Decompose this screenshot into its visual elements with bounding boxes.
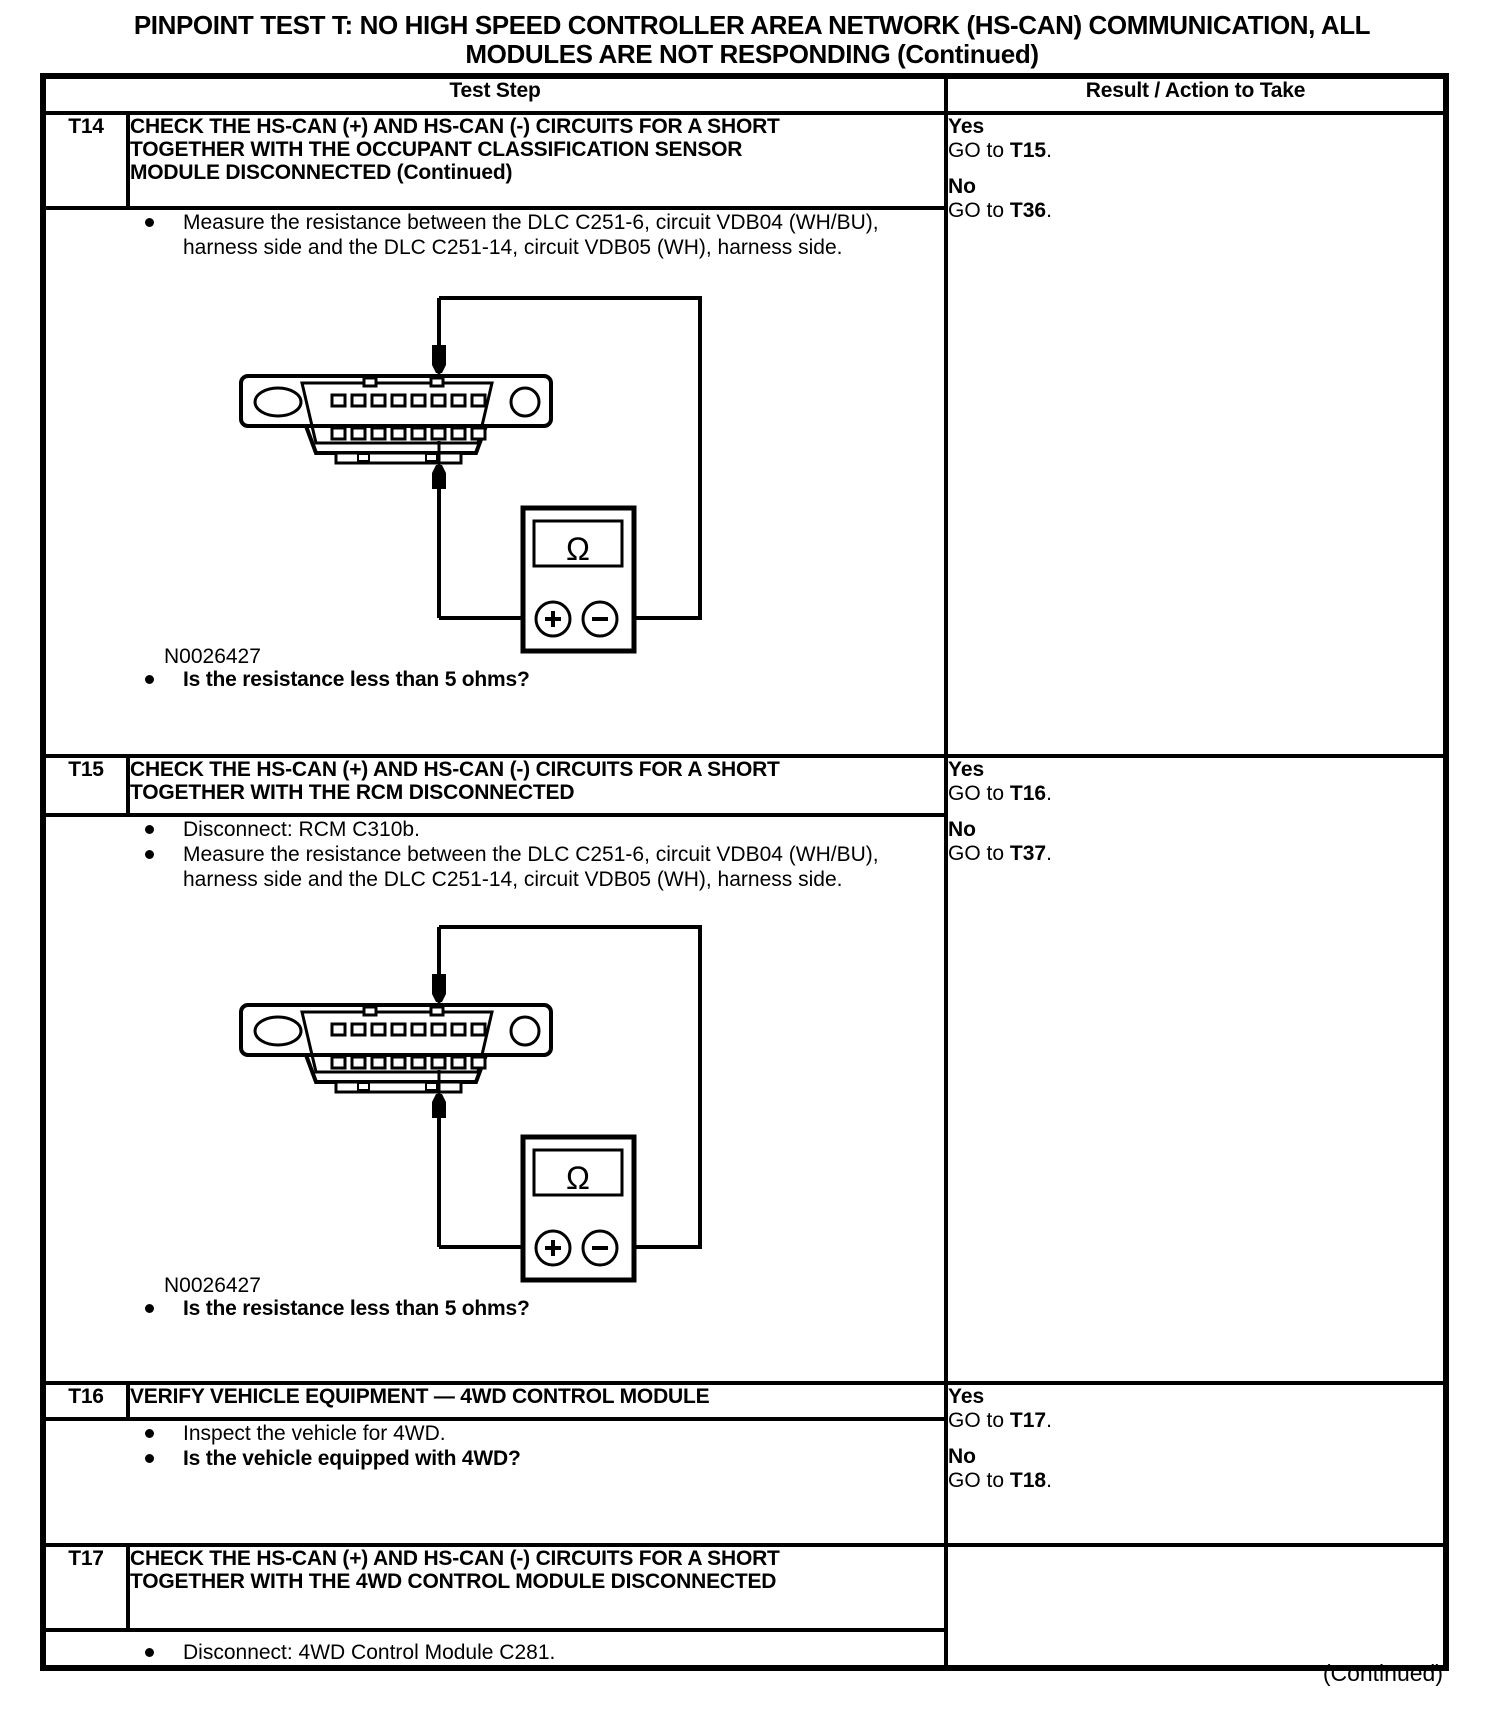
table-header-row [43, 76, 1446, 113]
result-label: No [948, 175, 977, 198]
test-title: VERIFY VEHICLE EQUIPMENT — 4WD CONTROL MODULE [128, 1383, 946, 1419]
test-question [46, 1446, 944, 1471]
test-row-t14-title [43, 113, 1446, 208]
go-to-target: T36 [1009, 199, 1047, 222]
connector-tab [358, 454, 369, 461]
test-steps [46, 1421, 944, 1446]
step-item: Measure the resistance between the DLC C251-6, circuit VDB04 (WH/BU), harness side and the DLC C251-14, circuit VDB05 (WH), harness side. [46, 842, 883, 892]
result-cell-t15 [946, 756, 1446, 1383]
step-item: Measure the resistance between the DLC C251-6, circuit VDB04 (WH/BU), harness side and the DLC C251-14, circuit VDB05 (WH), harness side. [46, 210, 883, 260]
connector-bottom-strip [336, 453, 461, 463]
page-title [0, 0, 1504, 69]
test-steps [46, 1640, 944, 1665]
header-cell-test-step: Test Step [43, 76, 946, 113]
test-title: CHECK THE HS-CAN (+) AND HS-CAN (-) CIRCUITS FOR A SHORT TOGETHER WITH THE 4WD CONTROL MODULE DISCONNECTED [128, 1545, 946, 1630]
test-id-label: T17 [43, 1545, 128, 1630]
test-probe-icon [432, 345, 446, 373]
ohmmeter-icon [523, 508, 634, 651]
go-to-target: T16 [1009, 782, 1047, 805]
test-row-t16-title [43, 1383, 1446, 1419]
result-action: GO to T17. [948, 1409, 1052, 1432]
page-title-line1: PINPOINT TEST T: NO HIGH SPEED CONTROLLER AREA NETWORK (HS-CAN) COMMUNICATION, ALL [133, 10, 1371, 40]
test-probe-icon [432, 1094, 446, 1118]
test-steps [46, 817, 944, 892]
test-body-t16 [43, 1419, 946, 1545]
result-cell-t14 [946, 113, 1446, 756]
result-label: No [948, 1445, 977, 1468]
step-item: Disconnect: 4WD Control Module C281. [46, 1640, 883, 1665]
figure-caption: N0026427 [164, 1274, 261, 1296]
result-group-yes [948, 758, 1443, 806]
test-title: CHECK THE HS-CAN (+) AND HS-CAN (-) CIRCUITS FOR A SHORT TOGETHER WITH THE RCM DISCONNECTED [128, 756, 946, 815]
go-to-target: T17 [1009, 1409, 1047, 1432]
result-action: GO to T18. [948, 1469, 1052, 1492]
figure-caption: N0026427 [164, 645, 261, 667]
question-item: Is the vehicle equipped with 4WD? [46, 1446, 883, 1471]
test-id-label: T15 [43, 756, 128, 815]
test-steps [46, 210, 944, 260]
go-to-target: T18 [1009, 1469, 1047, 1492]
go-to-target: T37 [1009, 842, 1047, 865]
pinpoint-test-table [40, 73, 1449, 1671]
omega-symbol: Ω [566, 1160, 590, 1196]
result-label: Yes [948, 1385, 985, 1408]
ohmmeter-icon [523, 1137, 634, 1280]
omega-symbol: Ω [566, 531, 590, 567]
connector-tab [426, 1083, 437, 1090]
go-to-target: T15 [1009, 139, 1047, 162]
step-item: Disconnect: RCM C310b. [46, 817, 883, 842]
footer-continued: (Continued) [1322, 1660, 1443, 1686]
result-action: GO to T15. [948, 139, 1052, 162]
test-body-t17 [43, 1630, 946, 1668]
question-item: Is the resistance less than 5 ohms? [46, 1296, 883, 1321]
test-probe-icon [432, 465, 446, 489]
test-title: CHECK THE HS-CAN (+) AND HS-CAN (-) CIRCUITS FOR A SHORT TOGETHER WITH THE OCCUPANT CLASSIFICATION SENSOR MODULE DISCONNECTED (Continued) [128, 113, 946, 208]
test-question [46, 1296, 944, 1321]
test-question [46, 667, 944, 692]
test-row-t15-title [43, 756, 1446, 815]
mounting-slot [255, 388, 301, 416]
connector-tab [364, 378, 376, 386]
connector-tab [358, 1083, 369, 1090]
result-cell-t17 [946, 1545, 1446, 1668]
test-row-t17-title [43, 1545, 1446, 1630]
mounting-slot [255, 1017, 301, 1045]
connector-bottom-strip [336, 1082, 461, 1092]
connector-tab [426, 454, 437, 461]
header-cell-result-action: Result / Action to Take [946, 76, 1446, 113]
result-group-yes [948, 1385, 1443, 1433]
step-item: Inspect the vehicle for 4WD. [46, 1421, 883, 1446]
result-action: GO to T36. [948, 199, 1052, 222]
question-item: Is the resistance less than 5 ohms? [46, 667, 883, 692]
result-cell-t16 [946, 1383, 1446, 1545]
result-label: Yes [948, 758, 985, 781]
result-group-yes [948, 115, 1443, 163]
result-group-no [948, 1445, 1443, 1493]
result-label: No [948, 818, 977, 841]
mounting-hole [511, 388, 539, 416]
result-label: Yes [948, 115, 985, 138]
connector-tab [431, 378, 443, 386]
dlc-connector-ohmmeter-figure [146, 283, 706, 667]
connector-tab [364, 1007, 376, 1015]
test-body-t14 [43, 208, 946, 756]
test-id-label: T14 [43, 113, 128, 208]
page-title-line2: MODULES ARE NOT RESPONDING (Continued) [465, 39, 1039, 69]
result-action: GO to T37. [948, 842, 1052, 865]
dlc-connector-ohmmeter-figure [146, 912, 706, 1296]
mounting-hole [511, 1017, 539, 1045]
result-group-no [948, 818, 1443, 866]
result-action: GO to T16. [948, 782, 1052, 805]
test-id-label: T16 [43, 1383, 128, 1419]
result-group-no [948, 175, 1443, 223]
test-body-t15 [43, 815, 946, 1383]
test-probe-icon [432, 974, 446, 1002]
connector-tab [431, 1007, 443, 1015]
